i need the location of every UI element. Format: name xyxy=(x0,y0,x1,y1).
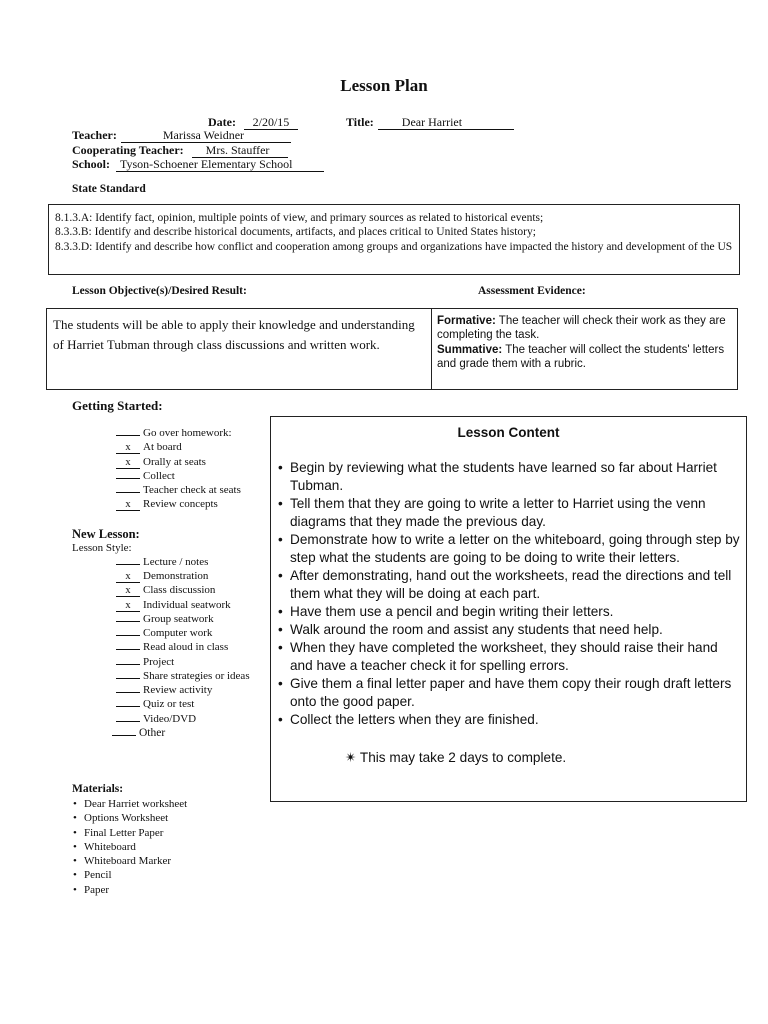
lesson-note xyxy=(345,749,566,767)
objective-heading: Lesson Objective(s)/Desired Result: xyxy=(72,285,247,297)
check-mark: x xyxy=(116,457,140,469)
coop-teacher-label: Cooperating Teacher: xyxy=(72,143,184,157)
check-mark xyxy=(116,706,140,707)
check-label: At board xyxy=(143,441,182,453)
checklist-item xyxy=(116,440,182,454)
list-item: • Options Worksheet xyxy=(72,811,187,825)
school-label: School: xyxy=(72,157,111,171)
list-item: • Collect the letters when they are finished. xyxy=(275,711,741,729)
lesson-note-text: This may take 2 days to complete. xyxy=(359,750,567,765)
list-item: • Pencil xyxy=(72,868,187,882)
check-mark xyxy=(116,678,140,679)
summative-text: The teacher will collect the students' letters and grade them with a rubric. xyxy=(437,343,725,371)
checklist-item xyxy=(116,483,241,497)
title-label: Title: xyxy=(346,115,374,129)
check-label: Review concepts xyxy=(143,498,218,510)
school-row xyxy=(72,155,324,173)
check-label: Read aloud in class xyxy=(143,641,229,653)
standard-line: 8.3.3.B: Identify and describe historical documents, artifacts, and places critical to United States history; xyxy=(55,226,536,239)
checklist-item xyxy=(116,626,212,640)
check-mark xyxy=(116,692,140,693)
check-label: Teacher check at seats xyxy=(143,484,241,496)
checklist-item xyxy=(116,655,174,669)
list-item: • After demonstrating, hand out the worksheets, read the directions and tell them what they will be doing at each part. xyxy=(275,567,741,603)
check-mark xyxy=(116,649,140,650)
lesson-content-box xyxy=(270,416,747,802)
check-label: Review activity xyxy=(143,684,213,696)
check-label: Other xyxy=(139,727,166,739)
check-mark: x xyxy=(116,600,140,612)
check-mark xyxy=(116,664,140,665)
checklist-item xyxy=(116,598,231,612)
list-item: • Whiteboard Marker xyxy=(72,854,187,868)
lesson-title-value: Dear Harriet xyxy=(378,116,514,130)
date-value: 2/20/15 xyxy=(244,116,298,130)
check-label: Group seatwork xyxy=(143,613,214,625)
state-standard-box xyxy=(48,204,740,275)
checklist-item xyxy=(116,683,212,697)
checklist-item xyxy=(116,640,228,654)
check-mark xyxy=(116,492,140,493)
check-mark xyxy=(116,564,140,565)
list-item: • Begin by reviewing what the students have learned so far about Harriet Tubman. xyxy=(275,459,741,495)
list-item: • When they have completed the worksheet, they should raise their hand and have a teacher check it for spelling errors. xyxy=(275,639,741,675)
list-item: • Demonstrate how to write a letter on the whiteboard, going through step by step what the students are going to be doing to write their letters. xyxy=(275,531,741,567)
check-mark xyxy=(116,435,140,436)
check-label: Project xyxy=(143,656,175,668)
checklist-item xyxy=(116,697,194,711)
list-item: • Dear Harriet worksheet xyxy=(72,797,187,811)
table-divider xyxy=(431,309,432,389)
materials-heading: Materials: xyxy=(72,783,124,795)
lesson-content-heading: Lesson Content xyxy=(457,425,560,440)
check-label: Class discussion xyxy=(143,584,216,596)
list-item: • Walk around the room and assist any students that need help. xyxy=(275,621,741,639)
check-mark xyxy=(112,735,136,736)
state-standard-heading: State Standard xyxy=(72,183,146,195)
checklist-item xyxy=(112,726,165,740)
teacher-label: Teacher: xyxy=(72,128,117,142)
lesson-style-label: Lesson Style: xyxy=(72,542,132,554)
check-label: Collect xyxy=(143,470,175,482)
checklist-item xyxy=(116,569,208,583)
assessment-cell xyxy=(437,314,735,372)
objective-assessment-table xyxy=(46,308,738,390)
list-item: • Tell them that they are going to write a letter to Harriet using the venn diagrams that they made the previous day. xyxy=(275,495,741,531)
assessment-heading: Assessment Evidence: xyxy=(478,285,586,297)
formative-label: Formative: xyxy=(437,315,496,327)
objective-text: The students will be able to apply their knowledge and understanding of Harriet Tubman through class discussions and written work. xyxy=(53,317,415,352)
checklist-item xyxy=(116,669,250,683)
checklist-item xyxy=(116,455,206,469)
checklist-item xyxy=(116,426,232,440)
check-label: Video/DVD xyxy=(143,713,197,725)
school-value: Tyson-Schoener Elementary School xyxy=(116,158,324,172)
check-label: Lecture / notes xyxy=(143,556,209,568)
standard-line: 8.1.3.A: Identify fact, opinion, multiple points of view, and primary sources as related to historical events; xyxy=(55,212,544,224)
checklist-item xyxy=(116,712,196,726)
check-label: Share strategies or ideas xyxy=(143,670,250,682)
check-mark: x xyxy=(116,499,140,511)
list-item: • Give them a final letter paper and have them copy their rough draft letters onto the good paper. xyxy=(275,675,741,711)
checklist-item xyxy=(116,612,214,626)
check-label: Computer work xyxy=(143,627,213,639)
lesson-content-list xyxy=(275,459,741,729)
date-label: Date: xyxy=(208,115,236,129)
standard-line: 8.3.3.D: Identify and describe how conflict and cooperation among groups and organizations have impacted the history and development of the US xyxy=(55,240,733,253)
check-mark: x xyxy=(116,442,140,454)
check-mark xyxy=(116,478,140,479)
teacher-value: Marissa Weidner xyxy=(121,129,291,143)
list-item: • Final Letter Paper xyxy=(72,826,187,840)
check-label: Quiz or test xyxy=(143,698,195,710)
star-icon: ✴ xyxy=(345,750,357,765)
check-label: Demonstration xyxy=(143,570,209,582)
new-lesson-heading: New Lesson: xyxy=(72,527,140,541)
title-row xyxy=(346,113,514,131)
page-title: Lesson Plan xyxy=(340,76,428,95)
checklist-item xyxy=(116,583,215,597)
getting-started-heading: Getting Started: xyxy=(72,398,163,413)
list-item: • Have them use a pencil and begin writing their letters. xyxy=(275,603,741,621)
coop-teacher-value: Mrs. Stauffer xyxy=(192,144,288,158)
checklist-item xyxy=(116,469,175,483)
check-label: Individual seatwork xyxy=(143,599,231,611)
checklist-item xyxy=(116,555,208,569)
list-item: • Paper xyxy=(72,883,187,897)
list-item: • Whiteboard xyxy=(72,840,187,854)
check-label: Go over homework: xyxy=(143,427,232,439)
materials-list xyxy=(72,797,187,897)
check-mark xyxy=(116,721,140,722)
check-mark xyxy=(116,621,140,622)
checklist-item xyxy=(116,497,218,511)
check-mark: x xyxy=(116,585,140,597)
check-mark xyxy=(116,635,140,636)
formative-text: The teacher will check their work as they are completing the task. xyxy=(437,315,726,342)
summative-label: Summative: xyxy=(437,343,503,356)
check-label: Orally at seats xyxy=(143,456,206,468)
check-mark: x xyxy=(116,571,140,583)
